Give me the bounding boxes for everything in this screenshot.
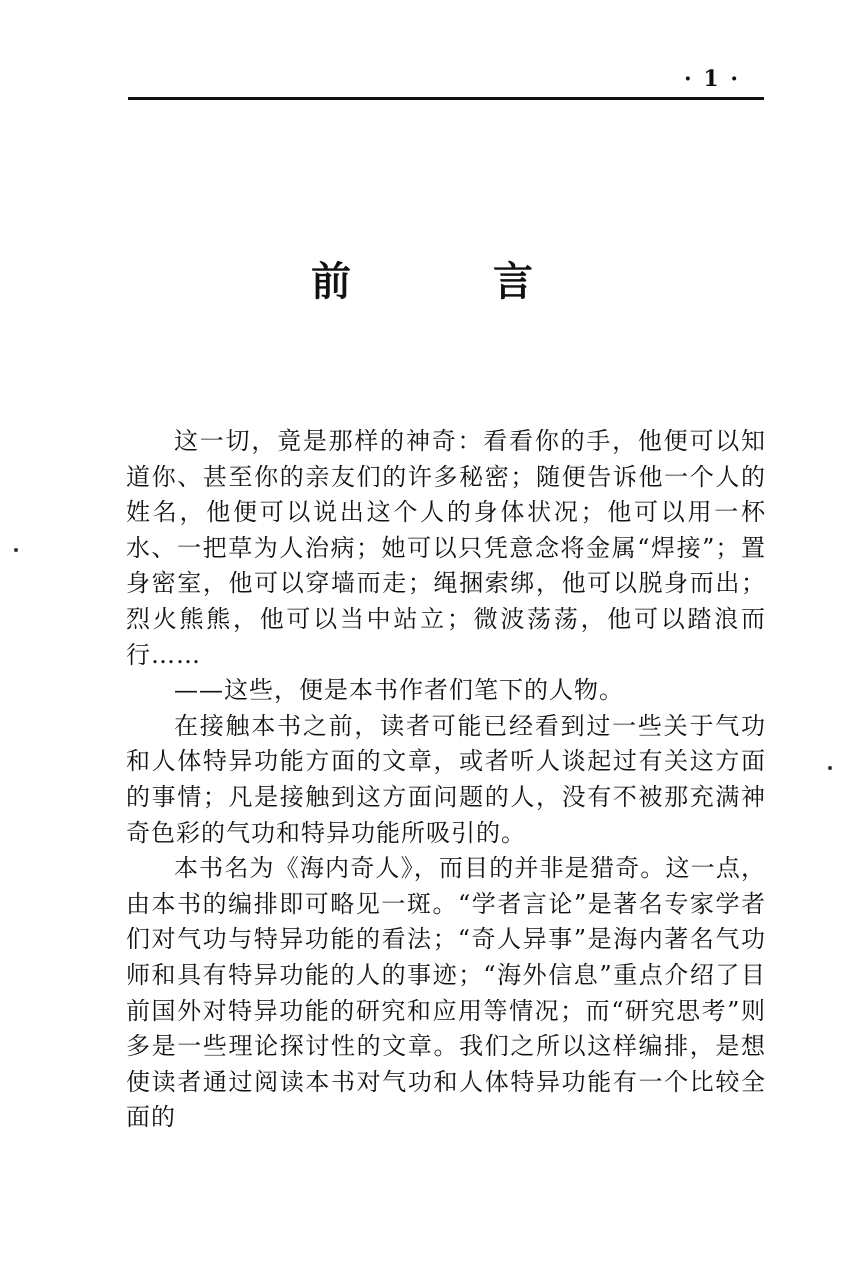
paragraph-1: 这一切，竟是那样的神奇：看看你的手，他便可以知道你、甚至你的亲友们的许多秘密；随便告诉他一个人的姓名，他便可以说出这个人的身体状况；他可以用一杯水、一把草为人治病；她可以只凭意念将金属“焊接”；置身密室，他可以穿墙而走；绳捆索绑，他可以脱身而出；烈火熊熊，他可以当中站立；微波荡荡，他可以踏浪而行…… <box>126 427 766 669</box>
header-rule <box>128 97 764 100</box>
body-text <box>126 424 766 1136</box>
page-number: · 1 · <box>684 66 740 92</box>
chapter-title: 前 言 <box>311 259 597 305</box>
paragraph-3: 在接触本书之前，读者可能已经看到过一些关于气功和人体特异功能方面的文章，或者听人谈起过有关这方面的事情；凡是接触到这方面问题的人，没有不被那充满神奇色彩的气功和特异功能所吸引的。 <box>126 711 766 847</box>
scan-speck <box>14 548 18 552</box>
paragraph-2: ——这些，便是本书作者们笔下的人物。 <box>174 676 624 705</box>
paragraph-4: 本书名为《海内奇人》，而目的并非是猎奇。这一点，由本书的编排即可略见一斑。“学者言论”是著名专家学者们对气功与特异功能的看法；“奇人异事”是海内著名气功师和具有特异功能的人的事迹；“海外信息”重点介绍了目前国外对特异功能的研究和应用等情况；而“研究思考”则多是一些理论探讨性的文章。我们之所以这样编排，是想使读者通过阅读本书对气功和人体特异功能有一个比较全面的 <box>126 854 766 1132</box>
scan-speck <box>828 766 832 770</box>
